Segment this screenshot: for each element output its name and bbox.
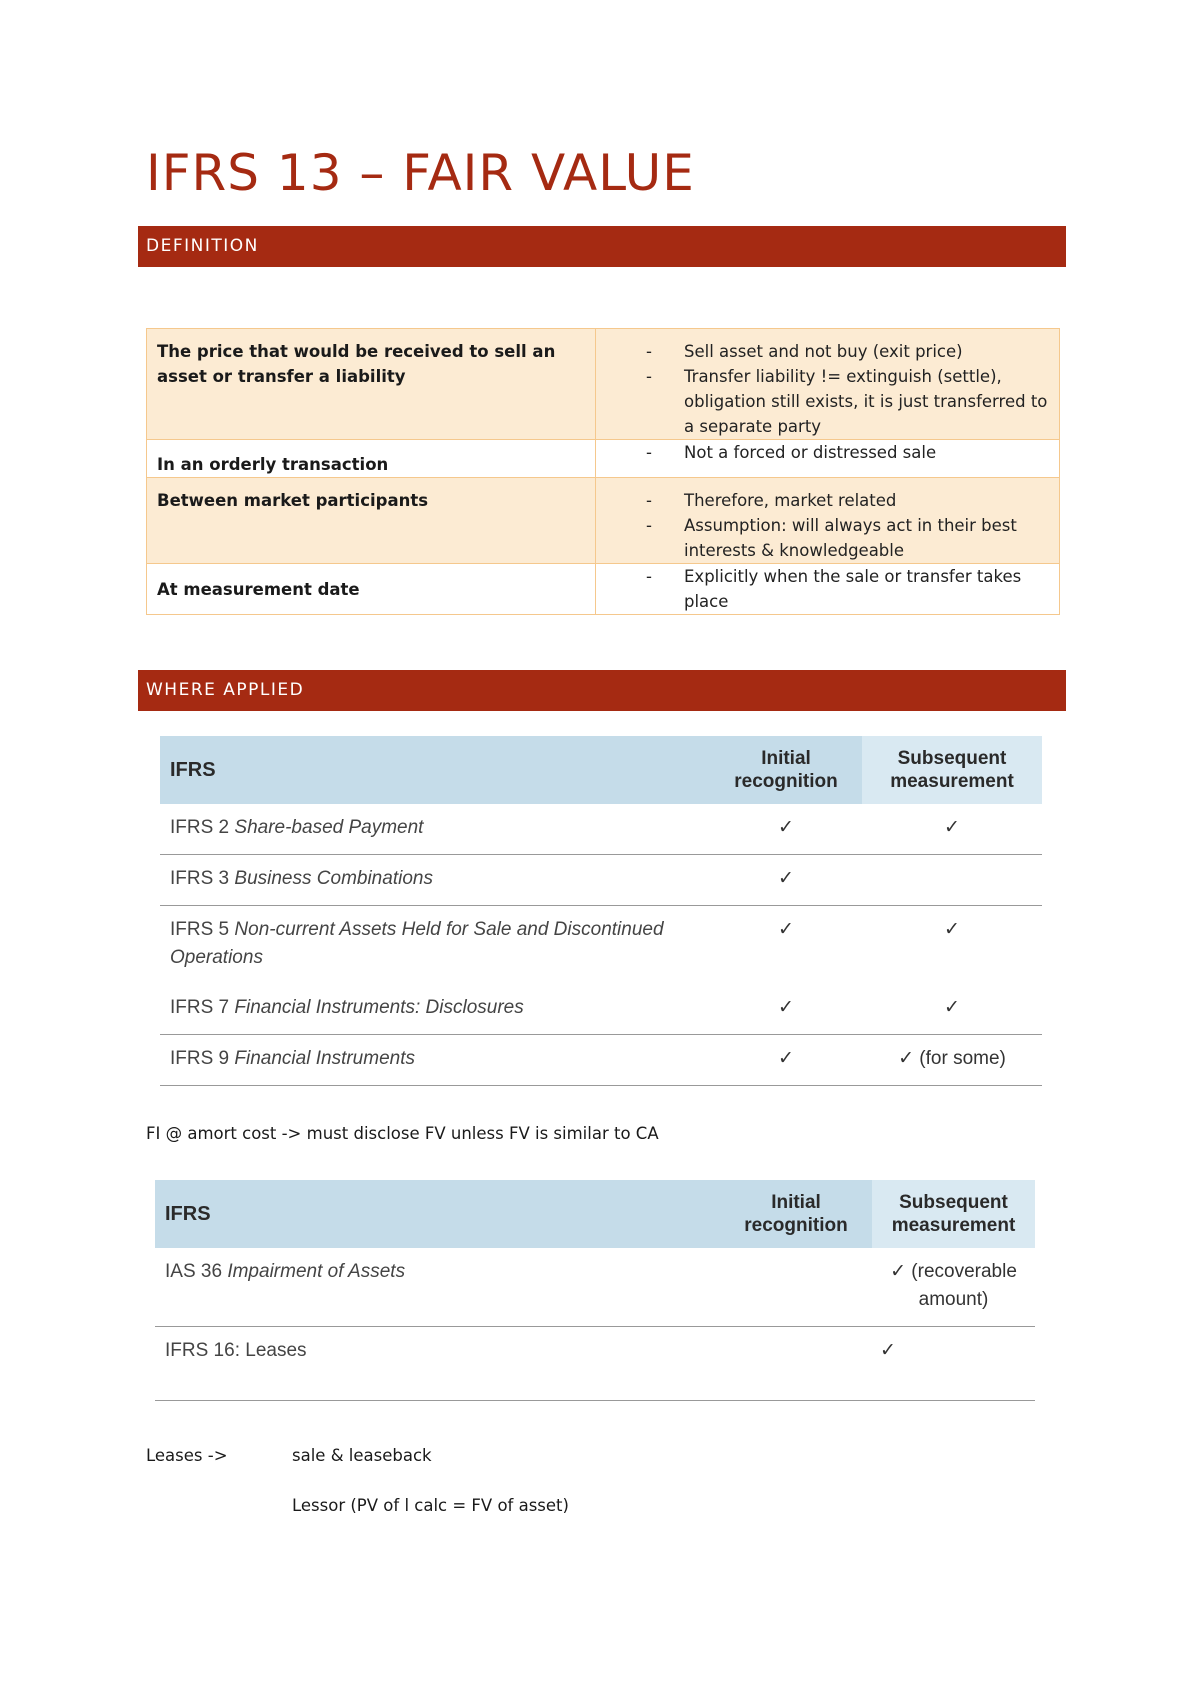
bullet-text: Explicitly when the sale or transfer takes place bbox=[684, 567, 1022, 611]
definition-row bbox=[147, 440, 1060, 478]
bullet: - Therefore, market related bbox=[606, 488, 1049, 513]
definition-table bbox=[146, 328, 1060, 615]
bullet-text: Sell asset and not buy (exit price) bbox=[684, 342, 963, 361]
definition-term: Between market participants bbox=[147, 478, 596, 564]
subsequent-cell: ✓ bbox=[944, 919, 960, 940]
header-initial: Initial recognition bbox=[710, 736, 862, 804]
bullet: - Explicitly when the sale or transfer takes place bbox=[606, 564, 1049, 614]
table-row bbox=[160, 1035, 1042, 1086]
initial-cell: ✓ bbox=[710, 855, 862, 906]
note-fi-amort-cost: FI @ amort cost -> must disclose FV unless FV is similar to CA bbox=[146, 1124, 659, 1143]
header-initial: Initial recognition bbox=[720, 1180, 872, 1248]
table-header bbox=[160, 736, 1042, 804]
table-header bbox=[155, 1180, 1035, 1248]
initial-cell bbox=[720, 1248, 872, 1327]
ifrs-table-2 bbox=[155, 1180, 1035, 1401]
table-row bbox=[160, 804, 1042, 855]
subsequent-cell: ✓ bbox=[872, 1327, 1035, 1401]
definition-points bbox=[596, 440, 1060, 478]
section-header-where-applied: WHERE APPLIED bbox=[138, 670, 1066, 711]
header-subsequent: Subsequent measurement bbox=[862, 736, 1042, 804]
bullet-text: Therefore, market related bbox=[684, 491, 897, 510]
definition-row bbox=[147, 329, 1060, 440]
page-title: IFRS 13 – FAIR VALUE bbox=[146, 144, 695, 202]
subsequent-cell: ✓ bbox=[862, 984, 1042, 1035]
leases-line-2: Lessor (PV of l calc = FV of asset) bbox=[292, 1496, 569, 1515]
header-ifrs: IFRS bbox=[155, 1180, 720, 1248]
initial-cell: ✓ bbox=[710, 804, 862, 855]
initial-cell: ✓ bbox=[710, 1035, 862, 1086]
table-row bbox=[155, 1248, 1035, 1327]
table-row bbox=[160, 855, 1042, 906]
table-row bbox=[160, 906, 1042, 985]
bullet: - Transfer liability != extinguish (settle), obligation still exists, it is just transferred to a separate party bbox=[606, 364, 1049, 439]
standard-cell: IFRS 3 Business Combinations bbox=[160, 855, 710, 906]
standard-cell: IFRS 9 Financial Instruments bbox=[160, 1035, 710, 1086]
bullet-text: Assumption: will always act in their best interests & knowledgeable bbox=[684, 516, 1017, 560]
definition-term: At measurement date bbox=[147, 564, 596, 615]
definition-points bbox=[596, 564, 1060, 615]
initial-cell: ✓ bbox=[778, 919, 794, 940]
standard-cell: IAS 36 Impairment of Assets bbox=[155, 1248, 720, 1327]
table-row bbox=[160, 984, 1042, 1035]
definition-points bbox=[596, 478, 1060, 564]
subsequent-cell: ✓ bbox=[862, 804, 1042, 855]
bullet-text: Transfer liability != extinguish (settle), obligation still exists, it is just transferred to a separate party bbox=[684, 367, 1048, 436]
definition-points bbox=[596, 329, 1060, 440]
subsequent-cell: ✓ (recoverable amount) bbox=[872, 1248, 1035, 1327]
standard-cell: IFRS 5 Non-current Assets Held for Sale and Discontinued Operations bbox=[170, 919, 664, 968]
bullet: - Assumption: will always act in their best interests & knowledgeable bbox=[606, 513, 1049, 563]
standard-cell: IFRS 2 Share-based Payment bbox=[160, 804, 710, 855]
leases-line-1: sale & leaseback bbox=[292, 1446, 432, 1465]
header-subsequent: Subsequent measurement bbox=[872, 1180, 1035, 1248]
standard-cell: IFRS 16: Leases bbox=[155, 1327, 720, 1401]
definition-term: The price that would be received to sell an asset or transfer a liability bbox=[147, 329, 596, 440]
subsequent-cell bbox=[862, 855, 1042, 906]
standard-cell: IFRS 7 Financial Instruments: Disclosures bbox=[160, 984, 710, 1035]
subsequent-cell: ✓ (for some) bbox=[862, 1035, 1042, 1086]
ifrs-table-1 bbox=[160, 736, 1042, 1086]
definition-row bbox=[147, 564, 1060, 615]
header-ifrs: IFRS bbox=[160, 736, 710, 804]
bullet-text: Not a forced or distressed sale bbox=[684, 443, 937, 462]
initial-cell: ✓ bbox=[710, 984, 862, 1035]
bullet: - Sell asset and not buy (exit price) bbox=[606, 339, 1049, 364]
bullet: - Not a forced or distressed sale bbox=[606, 440, 1049, 465]
definition-term: In an orderly transaction bbox=[147, 440, 596, 478]
section-header-definition: DEFINITION bbox=[138, 226, 1066, 267]
leases-label: Leases -> bbox=[146, 1446, 228, 1465]
table-row bbox=[155, 1327, 1035, 1401]
initial-cell bbox=[720, 1327, 872, 1401]
definition-row bbox=[147, 478, 1060, 564]
